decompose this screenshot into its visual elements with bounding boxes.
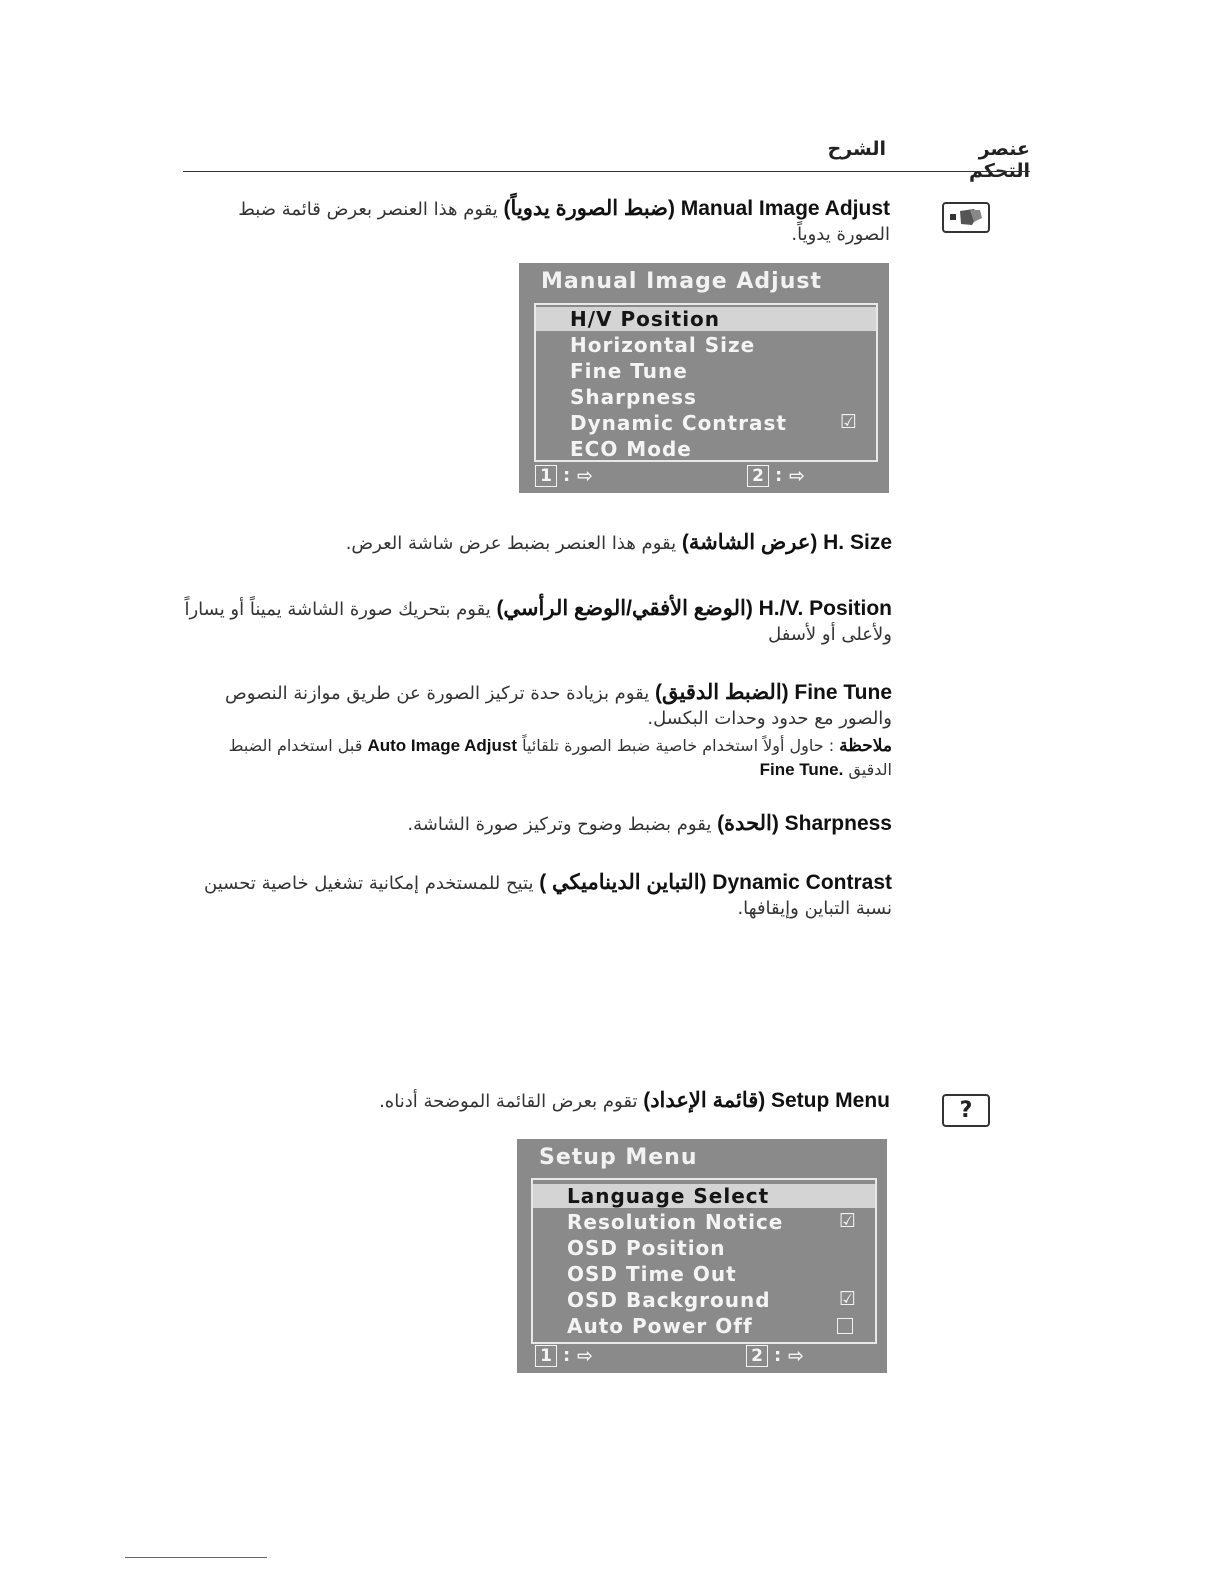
header-divider	[183, 171, 1030, 172]
manual-image-adjust-description: Manual Image Adjust (ضبط الصورة يدوياً) يقوم هذا العنصر بعرض قائمة ضبط الصورة يدوياً.	[238, 197, 890, 245]
osd-item-eco-mode[interactable]: ECO Mode	[570, 437, 692, 461]
checkbox-unchecked-icon[interactable]	[837, 1318, 853, 1334]
image-adjust-icon	[942, 202, 990, 233]
hv-position-description: H./V. Position (الوضع الأفقي/الوضع الرأسي) يقوم بتحريك صورة الشاشة يميناً أو يساراً ولأعلى أو لأسفل	[184, 597, 892, 645]
osd-title: Manual Image Adjust	[541, 269, 822, 294]
osd-item-horizontal-size[interactable]: Horizontal Size	[570, 333, 756, 357]
fine-tune-description: Fine Tune (الضبط الدقيق) يقوم بزيادة حدة تركيز الصورة عن طريق موازنة النصوص والصور مع حدود وحدات البكسل.	[225, 681, 892, 729]
manual-image-adjust-osd	[519, 263, 889, 493]
enter-icon: ⇨	[789, 465, 805, 487]
osd-item-auto-power-off[interactable]: Auto Power Off	[533, 1314, 875, 1338]
colon: :	[775, 465, 783, 486]
dynamic-contrast-description: Dynamic Contrast (التباين الديناميكي ) يتيح للمستخدم إمكانية تشغيل خاصية تحسين نسبة التباين وإيقافها.	[204, 871, 892, 919]
exit-icon: ⇨	[577, 1345, 593, 1367]
osd-item-dynamic-contrast[interactable]: Dynamic Contrast ☑	[570, 411, 859, 435]
column-header-description: الشرح	[827, 138, 886, 160]
enter-icon: ⇨	[788, 1345, 804, 1367]
key-1-icon: 1	[535, 1345, 557, 1367]
colon: :	[563, 465, 571, 486]
checkbox-checked-icon[interactable]: ☑	[839, 1288, 858, 1310]
osd-item-osd-background[interactable]: OSD Background ☑	[567, 1288, 858, 1312]
setup-menu-description: Setup Menu (قائمة الإعداد) تقوم بعرض القائمة الموضحة أدناه.	[379, 1089, 890, 1112]
key-2-icon: 2	[746, 1345, 768, 1367]
colon: :	[774, 1345, 782, 1366]
osd-item-hv-position[interactable]: H/V Position	[536, 307, 876, 331]
osd-item-sharpness[interactable]: Sharpness	[570, 385, 697, 409]
footer-rule	[125, 1557, 267, 1558]
checkbox-checked-icon[interactable]: ☑	[840, 411, 859, 433]
osd-item-osd-position[interactable]: OSD Position	[567, 1236, 726, 1260]
exit-icon: ⇨	[577, 465, 593, 487]
osd-item-fine-tune[interactable]: Fine Tune	[570, 359, 688, 383]
osd-menu-list	[531, 1178, 877, 1344]
checkbox-checked-icon[interactable]: ☑	[839, 1210, 858, 1232]
osd-item-language-select[interactable]: Language Select	[533, 1184, 875, 1208]
question-icon: ?	[942, 1094, 990, 1127]
column-header-control: عنصر التحكم	[968, 138, 1030, 182]
sharpness-description: Sharpness (الحدة) يقوم بضبط وضوح وتركيز صورة الشاشة.	[407, 812, 892, 835]
osd-menu-list	[534, 303, 878, 462]
h-size-description: H. Size (عرض الشاشة) يقوم هذا العنصر بضبط عرض شاشة العرض.	[345, 531, 892, 554]
osd-title: Setup Menu	[539, 1145, 698, 1170]
key-2-icon: 2	[747, 465, 769, 487]
osd-item-osd-time-out[interactable]: OSD Time Out	[567, 1262, 737, 1286]
setup-menu-osd	[517, 1139, 887, 1373]
osd-footer	[535, 465, 873, 489]
osd-item-resolution-notice[interactable]: Resolution Notice ☑	[567, 1210, 858, 1234]
osd-footer	[533, 1345, 871, 1369]
colon: :	[563, 1345, 571, 1366]
fine-tune-note: ملاحظة : حاول أولاً استخدام خاصية ضبط الصورة تلقائياً Auto Image Adjust قبل استخدام الضبط الدقيق Fine Tune.	[228, 736, 892, 779]
key-1-icon: 1	[535, 465, 557, 487]
